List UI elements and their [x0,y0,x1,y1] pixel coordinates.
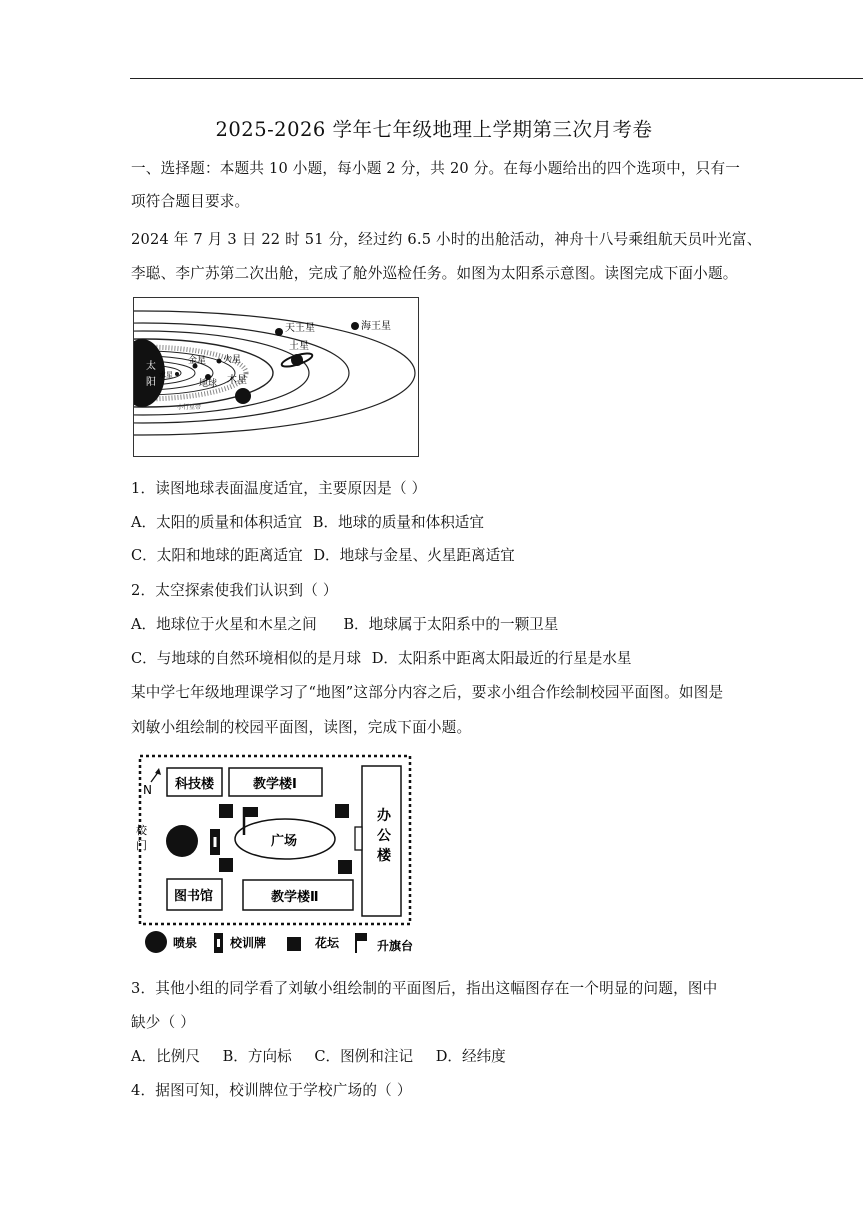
flower-bed [219,858,233,872]
q4-stem: 4．据图可知，校训牌位于学校广场的（ ） [131,1082,412,1099]
neptune-dot [351,322,359,330]
section-instruction-line2: 项符合题目要求。 [131,193,250,210]
q3-option-c[interactable]: C．图例和注记 [314,1048,414,1065]
mercury-dot [175,372,179,376]
office-label-3: 楼 [377,848,391,864]
q3-stem-line2: 缺少（ ） [131,1014,196,1031]
jupiter-label: 木星 [227,375,247,386]
saturn-label: 土星 [289,341,309,352]
section-instruction-line1: 一、选择题：本题共 10 小题，每小题 2 分，共 20 分。在每小题给出的四个选项中，只有一 [131,160,741,177]
q3-option-d[interactable]: D．经纬度 [435,1048,506,1065]
q1-option-c[interactable]: C．太阳和地球的距离适宜 [131,547,303,564]
q1-options-row2 [131,544,515,565]
passage2-line1: 某中学七年级地理课学习了“地图”这部分内容之后，要求小组合作绘制校园平面图。如图是 [131,684,724,701]
q3-option-b[interactable]: B．方向标 [222,1048,292,1065]
q3-option-a[interactable]: A．比例尺 [131,1048,200,1065]
uranus-label: 天王星 [285,323,315,334]
q1-options-row1 [131,511,484,532]
mars-label: 火星 [223,355,242,365]
flower-bed [335,804,349,818]
uranus-dot [275,328,283,336]
library-label: 图书馆 [174,889,214,904]
science-building-label: 科技楼 [175,777,215,792]
north-label: N [143,783,152,797]
legend-fountain-icon [145,931,167,953]
q2-option-a[interactable]: A．地球位于火星和木星之间 [131,616,317,633]
q1-option-d[interactable]: D．地球与金星、火星距离适宜 [313,547,515,564]
neptune-label: 海王星 [361,321,391,332]
page-title: 2025-2026 学年七年级地理上学期第三次月考卷 [215,118,653,141]
solar-system-figure [133,297,419,457]
asteroid-belt-label: 小行星带 [177,404,202,411]
q2-stem: 2．太空探索使我们认识到（ ） [131,582,338,599]
school-gate-label-2: 门 [136,839,147,852]
sun-label-bottom: 阳 [146,377,156,388]
q2-option-c[interactable]: C．与地球的自然环境相似的是月球 [131,650,362,667]
office-label-1: 办 [377,808,391,824]
teaching-building-2-label: 教学楼Ⅱ [271,890,319,905]
q3-stem-line1: 3．其他小组的同学看了刘敏小组绘制的平面图后，指出这幅图存在一个明显的问题，图中 [131,980,718,997]
q1-option-b[interactable]: B．地球的质量和体积适宜 [312,514,484,531]
legend-fountain-label: 喷泉 [173,936,198,950]
header-rule [130,78,863,79]
legend-flower-bed-label: 花坛 [315,936,340,950]
q2-option-d[interactable]: D．太阳系中距离太阳最近的行星是水星 [371,650,632,667]
fountain [166,825,198,857]
q2-options-row1 [131,613,558,634]
q2-option-b[interactable]: B．地球属于太阳系中的一颗卫星 [343,616,559,633]
campus-plan-figure [134,752,424,958]
legend-flower-bed-icon [287,937,301,951]
legend-motto-board-label: 校训牌 [230,936,267,950]
office-label-2: 公 [377,828,391,844]
office-door [355,827,362,850]
mars-dot [217,359,222,364]
square-label: 广场 [271,834,298,849]
q2-options-row2 [131,647,632,668]
passage1-line1: 2024 年 7 月 3 日 22 时 51 分，经过约 6.5 小时的出舱活动，神舟十八号乘组航天员叶光富、 [131,231,762,248]
q3-options [131,1045,506,1066]
teaching-building-1-label: 教学楼Ⅰ [253,777,297,792]
flower-bed [219,804,233,818]
earth-label: 地球 [199,379,218,389]
school-gate-label-1: 校 [136,824,147,837]
passage1-line2: 李聪、李广苏第二次出舱，完成了舱外巡检任务。如图为太阳系示意图。读图完成下面小题。 [131,265,738,282]
mercury-label: 水星 [159,371,173,379]
venus-label: 金星 [188,356,207,366]
flower-bed [338,860,352,874]
q1-option-a[interactable]: A．太阳的质量和体积适宜 [131,514,303,531]
sun-label-top: 太 [146,361,156,372]
passage2-line2: 刘敏小组绘制的校园平面图，读图，完成下面小题。 [131,719,472,736]
q1-stem: 1．读图地球表面温度适宜，主要原因是（ ） [131,480,427,497]
jupiter-dot [235,388,251,404]
legend-flag-platform-label: 升旗台 [377,939,414,953]
